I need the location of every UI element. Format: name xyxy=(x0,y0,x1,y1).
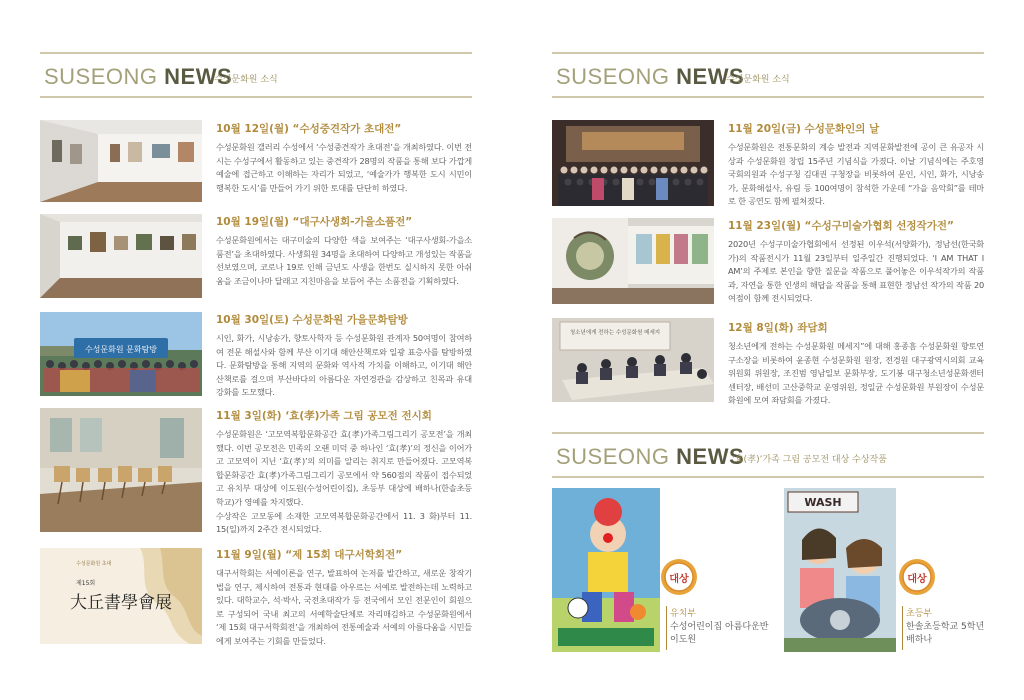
ceremony-photo xyxy=(552,120,714,206)
article-body: 수성문화원에서는 대구미술의 다양한 색을 보여주는 ‘대구사생회-가을소품전’을 초대하였다. 사생회원 34명을 초대하여 다양하고 개성있는 작품을 선보였으며, 코로나 19로 인해 금년도 사생을 한번도 실시하지 못한 아쉬움을 조금이나마 달래고 지친마음을 보듬어 주는 소품전을 기획하였다. xyxy=(216,235,472,286)
award-division: 초등부 xyxy=(906,609,933,619)
award-badge xyxy=(660,558,698,596)
poster-caption: 수성문화원 초대 xyxy=(76,561,112,567)
header-subtitle: ‘효(孝)’가족 그림 공모전 대상 수상작품 xyxy=(732,455,887,465)
award-elementary xyxy=(784,488,984,652)
award-badge xyxy=(898,558,936,596)
article-body-2: 수상작은 고모동에 소재한 고모역복합문화공간에서 11. 3 화)부터 11. 15(일)까지 2주간 전시되었다. xyxy=(216,510,472,535)
article-title: 10월 30일(토) 수성문화원 가을문화탐방 xyxy=(216,314,408,326)
award-caption xyxy=(670,608,769,647)
award-school: 수성어린이집 아름다운반 xyxy=(670,622,769,632)
header-title: SUSEONG NEWS xyxy=(556,64,745,89)
header-subtitle: 수성문화원 소식 xyxy=(726,75,790,85)
award-division: 유치부 xyxy=(670,609,697,619)
banner-text: 청소년에게 전하는 수성문화원 메세지 xyxy=(569,330,661,336)
badge-label: 대상 xyxy=(907,574,927,585)
article-3 xyxy=(216,312,472,400)
header-title: SUSEONG NEWS xyxy=(556,444,745,469)
article-body: 청소년에게 전하는 수성문화원 메세지”에 대해 홍종흠 수성문화원 향토연구소장을 비롯하여 윤종현 수성문화원 원장, 전경원 대구광역시의회 교육위원회 위원장, 조진범 영남일보 문화부장, 도기봉 대구청소년성문화센터 센터장, 배선미 고산중학교 운영위원, 정일균 수성문화원 부원장이 수성문화원에 모여 좌담회를 가졌다. xyxy=(728,341,984,406)
article-r3 xyxy=(728,320,984,408)
article-title: 11월 23일(월) “수성구미술가협회 선정작가전” xyxy=(728,220,954,232)
badge-label: 대상 xyxy=(669,574,689,585)
section-header xyxy=(40,52,472,98)
article-title: 12월 8일(화) 좌담회 xyxy=(728,322,828,334)
award-school: 한솔초등학교 5학년 xyxy=(906,622,985,632)
roundtable-photo xyxy=(552,318,714,402)
article-title: 11월 9일(월) “제 15회 대구서학회전” xyxy=(216,549,403,561)
award-painting xyxy=(784,488,896,652)
section-header-awards xyxy=(552,432,984,478)
article-body: 수성문화원은 전통문화의 계승 발전과 지역문화발전에 공이 큰 유공자 시상과 수성문화원 창립 15주년 기념식을 가졌다. 이날 기념식에는 주호영 국회의원과 수성구청 김대권 구청장을 비롯하여 문인, 시인, 화가, 시낭송가, 문화해설사, 유림 등 100여명이 참석한 가운데 “가을 음악회”를 테마로 한 공연도 함께 펼쳐졌다. xyxy=(728,142,984,207)
exhibition-photo xyxy=(40,214,202,298)
article-4 xyxy=(216,408,472,537)
header-title: SUSEONG NEWS xyxy=(44,64,233,89)
article-title: 10월 19일(월) “대구사생회-가을소품전” xyxy=(216,216,413,228)
article-body: 시인, 화가, 시낭송가, 향토사학자 등 수성문화원 관계자 50여명이 참여하여 전문 해설사와 함께 부산 이기대 해안산책로와 일광 표층사를 탐방하였다. 문화탐방을 통해 지역의 문화와 역사적 가치를 이해하고, 이기대 해안산책로를 걸으며 부산바다의 아름다운 자연경관을 감상하고 친목과 유대 강화를 도모했다. xyxy=(216,333,472,398)
article-body: 수성문화원 갤러리 수성에서 ‘수성중견작가 초대전’을 개최하였다. 이번 전시는 수성구에서 활동하고 있는 중견작가 28명의 작품을 통해 보다 가깝게 예술에 접근하고 이해하는 자리가 되었고, ‘예술가가 행복한 도시 시민이 행복한 도시’를 만들어 가기 위한 토대를 단단히 하였다. xyxy=(216,142,472,193)
award-kindergarten xyxy=(552,488,769,652)
header-subtitle: 수성문화원 소식 xyxy=(214,75,278,85)
painting-sign: WASH xyxy=(804,496,842,509)
poster-number: 제15회 xyxy=(76,580,96,587)
article-body: 2020년 수성구미술가협회에서 선정된 이우석(서양화가), 정남선(한국화가)의 작품전시가 11월 23일부터 일주일간 진행되었다. ‘I AM THAT I AM’의 주제로 본인을 향한 질문을 작품으로 풀어놓은 이우석작가의 작품과, 자연을 통한 인생의 해답을 작품을 통해 표현한 정남선 작가의 작품 20여점이 함께 전시되었다. xyxy=(728,239,984,304)
award-name: 이도원 xyxy=(670,635,697,645)
article-title: 11월 3일(화) ‘효(孝)가족 그림 공모전 전시회 xyxy=(216,410,432,422)
article-body: 수성문화원은 ‘고모역복합문화공간 효(孝)가족그림그리기 공모전’을 개최했다. 이번 공모전은 민족의 오랜 미덕 중 하나인 ‘효(孝)’의 정신을 이어가고 고모역이 지닌 ‘효(孝)’의 의미를 알리는 취지로 만들어졌다. 고모역복합문화공간 효(孝)가족그림그리기 공모에서 약 560점의 작품이 접수되었고 유치부 대상에 이도원(수성어린이집), 초등부 대상에 배하나(한솔초등학교)가 영예를 차지했다. xyxy=(216,429,472,507)
article-title: 11월 20일(금) 수성문화인의 날 xyxy=(728,123,880,135)
gallery-photo xyxy=(40,120,202,202)
article-2 xyxy=(216,214,472,288)
poster-title: 大丘書學會展 xyxy=(70,593,172,613)
award-name: 배하나 xyxy=(906,635,933,645)
award-caption xyxy=(906,608,984,647)
station-exhibition-photo xyxy=(40,408,202,532)
article-body: 대구서학회는 서예이론을 연구, 발표하여 논저를 발간하고, 새로운 창작기법을 연구, 제시하여 전통과 현대를 아우르는 서예로 발전하는데 노력하고 있다. 대학교수, 석·박사, 국전초대작가 등 전국에서 모인 전문인이 회원으로 구성되어 국내 최고의 서예학술단체로 자리매김하고 수성문화원에서 ‘제 15회 대구서학회전’을 개최하여 전통예술과 서예의 아름다움을 시민들에게 보여주는 기회를 만들었다. xyxy=(216,568,472,646)
article-title: 10월 12일(월) “수성중견작가 초대전” xyxy=(216,123,402,135)
award-painting xyxy=(552,488,660,652)
banner-text: 수성문화원 문화탐방 xyxy=(84,345,158,354)
article-r2 xyxy=(728,218,984,306)
article-1 xyxy=(216,121,472,195)
calligraphy-poster xyxy=(40,548,202,644)
article-r1 xyxy=(728,121,984,209)
artist-exhibition-photo xyxy=(552,218,714,304)
section-header xyxy=(552,52,984,98)
right-page xyxy=(512,0,1024,700)
article-5 xyxy=(216,547,472,649)
group-tour-photo xyxy=(40,312,202,396)
